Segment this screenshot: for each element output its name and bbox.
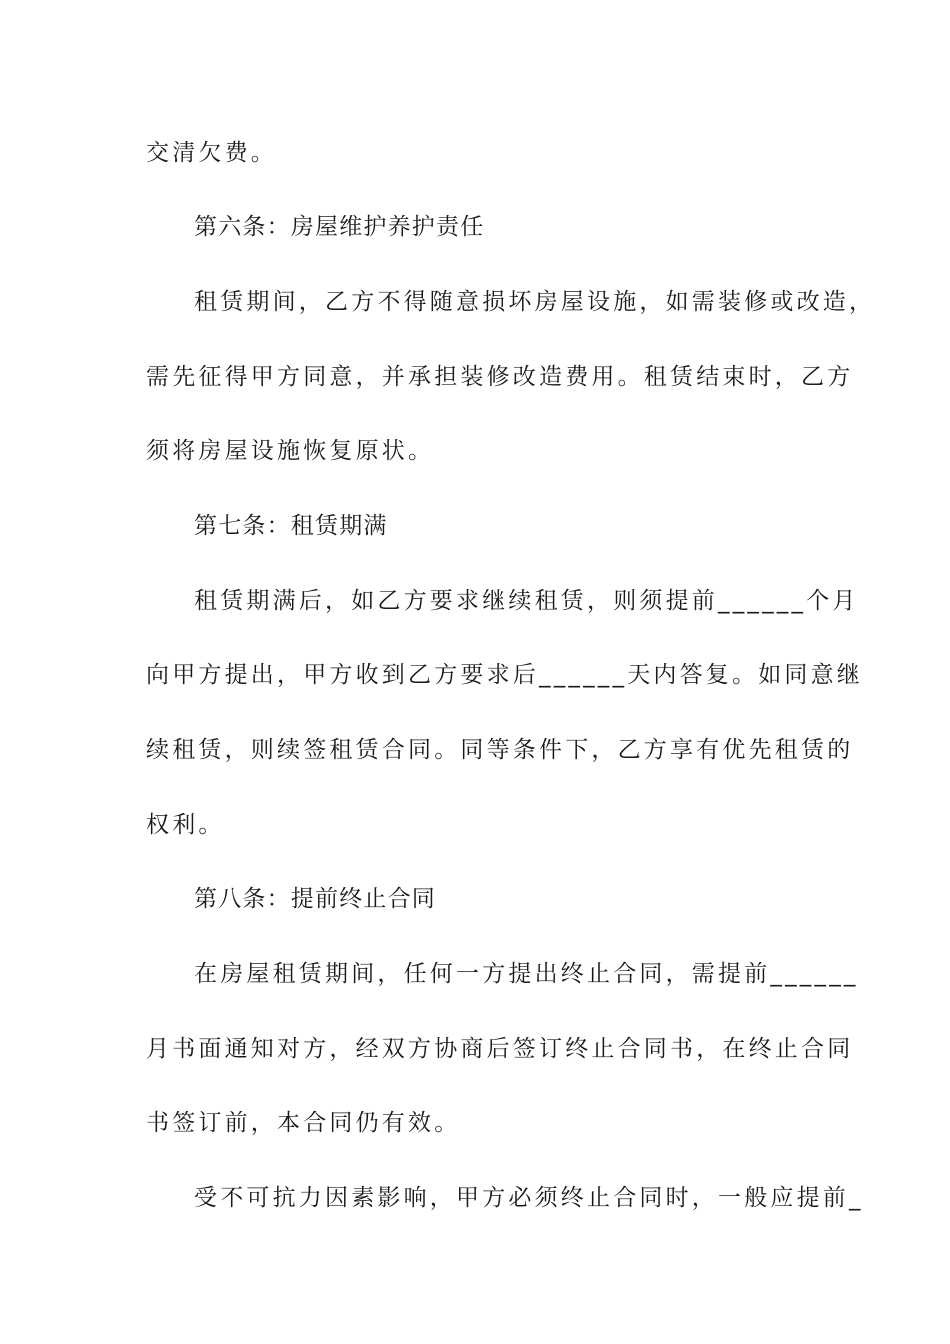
text-line-8: 向甲方提出，甲方收到乙方要求后______天内答复。如同意继 xyxy=(146,662,863,688)
text-line-3: 租赁期间，乙方不得随意损坏房屋设施，如需装修或改造， xyxy=(194,289,876,315)
section-heading-7: 第七条：租赁期满 xyxy=(194,513,388,539)
text-line-14: 书签订前，本合同仍有效。 xyxy=(146,1110,461,1136)
text-line-9: 续租赁，则续签租赁合同。同等条件下，乙方享有优先租赁的 xyxy=(146,737,854,763)
section-heading-8: 第八条：提前终止合同 xyxy=(194,886,436,912)
section-heading-6: 第六条：房屋维护养护责任 xyxy=(194,214,485,240)
text-line-15: 受不可抗力因素影响，甲方必须终止合同时，一般应提前_ xyxy=(194,1185,864,1211)
text-line-5: 须将房屋设施恢复原状。 xyxy=(146,438,435,464)
text-line-13: 月书面通知对方，经双方协商后签订终止合同书，在终止合同 xyxy=(146,1036,854,1062)
text-line-7: 租赁期满后，如乙方要求继续租赁，则须提前______个月 xyxy=(194,588,859,614)
text-line-12: 在房屋租赁期间，任何一方提出终止合同，需提前______ xyxy=(194,961,859,987)
text-line-4: 需先征得甲方同意，并承担装修改造费用。租赁结束时，乙方 xyxy=(146,364,854,390)
text-line-1: 交清欠费。 xyxy=(146,140,277,166)
text-line-10: 权利。 xyxy=(146,812,225,838)
